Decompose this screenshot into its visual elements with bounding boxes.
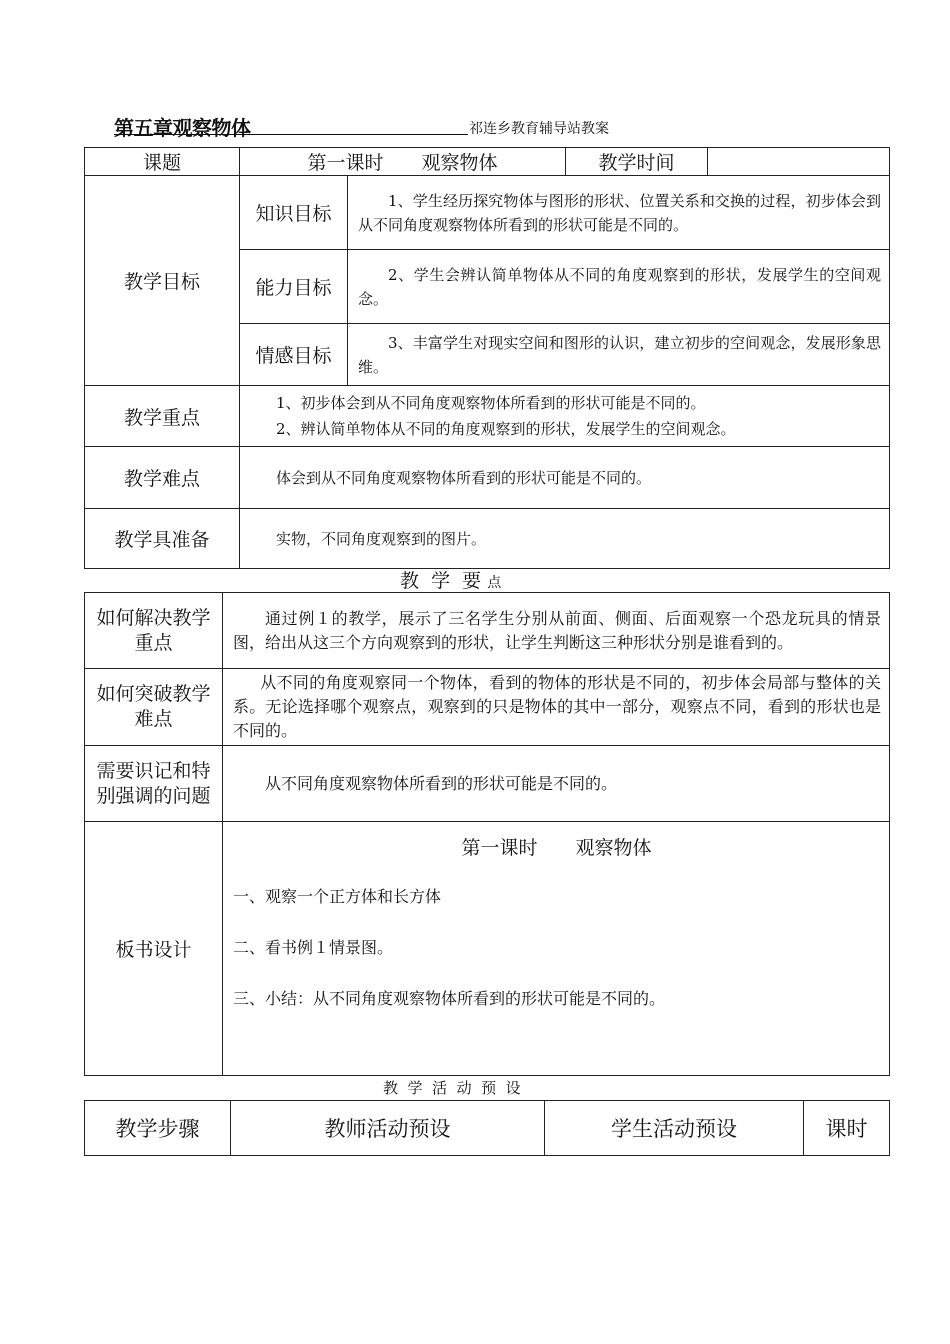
activities-table — [84, 1100, 890, 1156]
board-line-1: 一、观察一个正方体和长方体 — [233, 887, 442, 906]
points-heading-small: 点 — [487, 575, 502, 591]
col-time: 课时 — [804, 1101, 890, 1156]
solve-text: 通过例１的教学，展示了三名学生分别从前面、侧面、后面观察一个恐龙玩具的情景图，给出从这三个方向观察到的形状，让学生判断这三种形状分别是谁看到的。 — [223, 593, 890, 669]
time-label: 教学时间 — [566, 148, 708, 176]
difficulty-text: 体会到从不同角度观察物体所看到的形状可能是不同的。 — [240, 447, 890, 509]
knowledge-row — [85, 176, 890, 250]
key-text-cell — [240, 386, 890, 447]
board-label: 板书设计 — [85, 822, 223, 1076]
tools-label: 教学具准备 — [85, 509, 240, 569]
activities-heading: 教 学 活 动 预 设 — [383, 1079, 521, 1097]
tools-row — [85, 509, 890, 569]
points-heading-main: 教 学 要 — [400, 570, 482, 592]
difficulty-label: 教学难点 — [85, 447, 240, 509]
tools-text: 实物，不同角度观察到的图片。 — [240, 509, 890, 569]
knowledge-label: 知识目标 — [240, 176, 348, 250]
topic-label: 课题 — [85, 148, 240, 176]
points-table — [84, 592, 890, 1076]
title-underline — [114, 134, 468, 135]
board-line-3: 三、小结：从不同角度观察物体所看到的形状可能是不同的。 — [233, 989, 666, 1008]
break-row — [85, 669, 890, 746]
ability-label: 能力目标 — [240, 250, 348, 324]
board-design-cell — [223, 822, 890, 1076]
topic-value: 第一课时 观察物体 — [240, 148, 566, 176]
board-line-2: 二、看书例１情景图。 — [233, 938, 394, 957]
col-teacher: 教师活动预设 — [231, 1101, 545, 1156]
break-text: 从不同的角度观察同一个物体，看到的物体的形状是不同的，初步体会局部与整体的关系。无论选择哪个观察点，观察到的只是物体的其中一部分，观察点不同，看到的形状也是不同的。 — [223, 669, 890, 746]
board-design — [223, 822, 889, 1074]
col-steps: 教学步骤 — [85, 1101, 231, 1156]
break-label: 如何突破教学难点 — [85, 669, 223, 746]
difficulty-row — [85, 447, 890, 509]
page-subtitle: 祁连乡教育辅导站教案 — [469, 121, 609, 137]
board-row — [85, 822, 890, 1076]
key-line-1: 1、初步体会到从不同角度观察物体所看到的形状可能是不同的。 — [276, 394, 706, 412]
objectives-label: 教学目标 — [85, 176, 240, 386]
key-line-2: 2、辨认简单物体从不同的角度观察到的形状，发展学生的空间观念。 — [276, 420, 736, 438]
key-label: 教学重点 — [85, 386, 240, 447]
key-row — [85, 386, 890, 447]
time-value[interactable] — [708, 148, 890, 176]
page-title: 第五章观察物体 — [114, 116, 251, 140]
emphasis-row — [85, 746, 890, 822]
solve-label: 如何解决教学重点 — [85, 593, 223, 669]
emphasis-text: 从不同角度观察物体所看到的形状可能是不同的。 — [223, 746, 890, 822]
activities-header-row — [85, 1101, 890, 1156]
ability-text: 2、学生会辨认简单物体从不同的角度观察到的形状，发展学生的空间观念。 — [348, 250, 890, 324]
knowledge-text: 1、学生经历探究物体与图形的形状、位置关系和交换的过程，初步体会到从不同角度观察物体所看到的形状可能是不同的。 — [348, 176, 890, 250]
solve-row — [85, 593, 890, 669]
topic-row — [85, 148, 890, 176]
points-heading — [400, 566, 501, 593]
col-student: 学生活动预设 — [545, 1101, 804, 1156]
lesson-info-table — [84, 147, 890, 569]
emphasis-label: 需要识记和特别强调的问题 — [85, 746, 223, 822]
emotion-text: 3、丰富学生对现实空间和图形的认识，建立初步的空间观念，发展形象思维。 — [348, 324, 890, 386]
emotion-label: 情感目标 — [240, 324, 348, 386]
board-title: 第一课时 观察物体 — [461, 837, 652, 859]
